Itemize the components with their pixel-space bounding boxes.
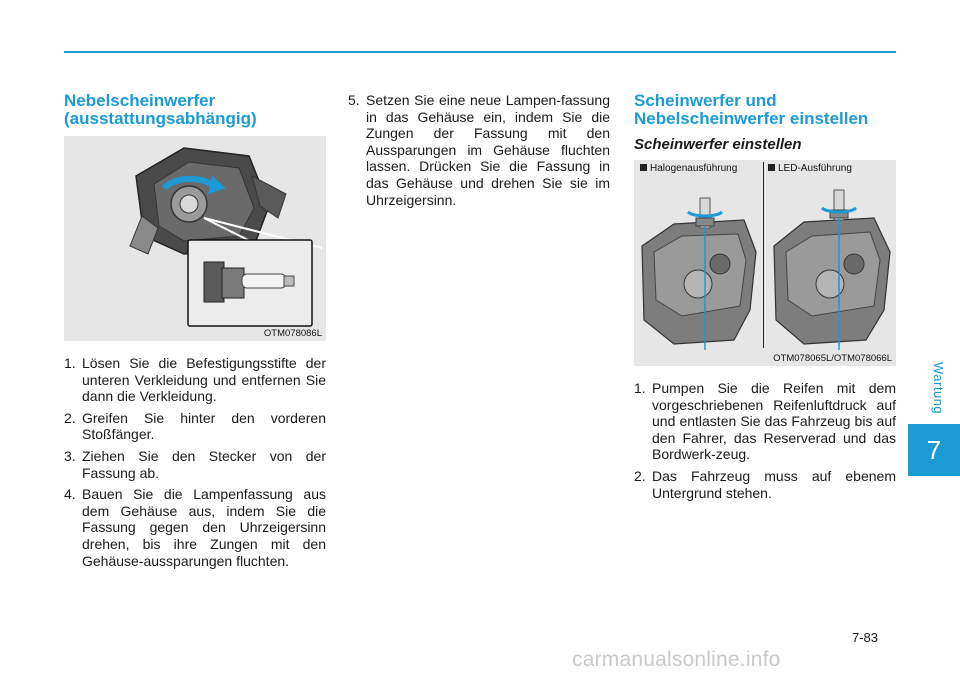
headlamp-aiming-steps	[634, 380, 896, 501]
figure-caption: OTM078065L/OTM078066L	[773, 353, 892, 364]
list-item	[348, 92, 610, 208]
chapter-label: Wartung	[931, 362, 946, 415]
fog-lamp-figure	[64, 136, 326, 341]
list-item	[64, 355, 326, 405]
list-item	[634, 380, 896, 463]
bulb-inset	[188, 240, 312, 326]
watermark: carmanualsonline.info	[572, 648, 781, 671]
legend-label: LED-Ausführung	[778, 163, 852, 174]
step-text: Greifen Sie hinter den vorderen Stoßfänger.	[82, 409, 326, 443]
step-text: Das Fahrzeug muss auf ebenem Untergrund stehen.	[652, 467, 896, 501]
step-text: Bauen Sie die Lampenfassung aus dem Gehäuse aus, indem Sie die Fassung gegen den Uhrzeigersinn drehen, bis ihre Zungen mit den Gehäuse-aussparungen fluchten.	[82, 486, 326, 569]
fog-lamp-housing	[130, 148, 286, 254]
step-number: 2.	[64, 409, 76, 426]
section-heading-headlamp-aiming	[634, 92, 896, 128]
step-number: 2.	[634, 467, 646, 484]
subheading: Scheinwerfer einstellen	[634, 136, 802, 153]
halogen-headlamp	[642, 198, 756, 350]
step-number: 1.	[634, 380, 646, 396]
step-number: 1.	[64, 355, 76, 371]
heading-line: Nebelscheinwerfer	[64, 91, 216, 110]
page-number: 7-83	[852, 630, 879, 645]
top-rule	[64, 51, 896, 53]
left-column	[64, 92, 326, 574]
legend-label: Halogenausführung	[650, 163, 738, 174]
list-item	[64, 410, 326, 443]
fog-lamp-steps	[64, 355, 326, 569]
right-column	[634, 92, 896, 506]
section-heading-fog-lamp	[64, 92, 326, 128]
step-number: 5.	[348, 92, 360, 108]
figure-caption: OTM078086L	[263, 328, 322, 339]
step-number: 3.	[64, 447, 76, 464]
heading-line: Nebelscheinwerfer einstellen	[634, 109, 869, 128]
chapter-number-badge: 7	[908, 424, 960, 476]
step-text: Setzen Sie eine neue Lampen-fassung in das Gehäuse ein, indem Sie die Zungen der Fassung mit den Aussparungen im Gehäuse fluchten lassen. Drücken Sie die Fassung in das Gehäuse und drehen Sie sie im Uhrzeigersinn.	[366, 92, 610, 208]
list-item	[634, 468, 896, 501]
list-item	[64, 448, 326, 481]
middle-column	[348, 92, 610, 213]
heading-line: (ausstattungsabhängig)	[64, 109, 257, 128]
heading-line: Scheinwerfer und	[634, 91, 777, 110]
led-headlamp	[774, 190, 890, 350]
step-text: Pumpen Sie die Reifen mit dem vorgeschriebenen Reifenluftdruck auf und entlasten Sie das Fahrzeug bis auf den Fahrer, das Reserverad und das Bordwerk-zeug.	[652, 380, 896, 463]
step-text: Lösen Sie die Befestigungsstifte der unteren Verkleidung und entfernen Sie dann die Verkleidung.	[82, 355, 326, 405]
step-text: Ziehen Sie den Stecker von der Fassung ab.	[82, 447, 326, 481]
headlamp-illustration	[634, 160, 896, 366]
list-item	[64, 486, 326, 569]
fog-lamp-illustration	[64, 136, 326, 341]
headlamp-figure	[634, 160, 896, 366]
fog-lamp-steps-continued	[348, 92, 610, 208]
step-number: 4.	[64, 486, 76, 503]
